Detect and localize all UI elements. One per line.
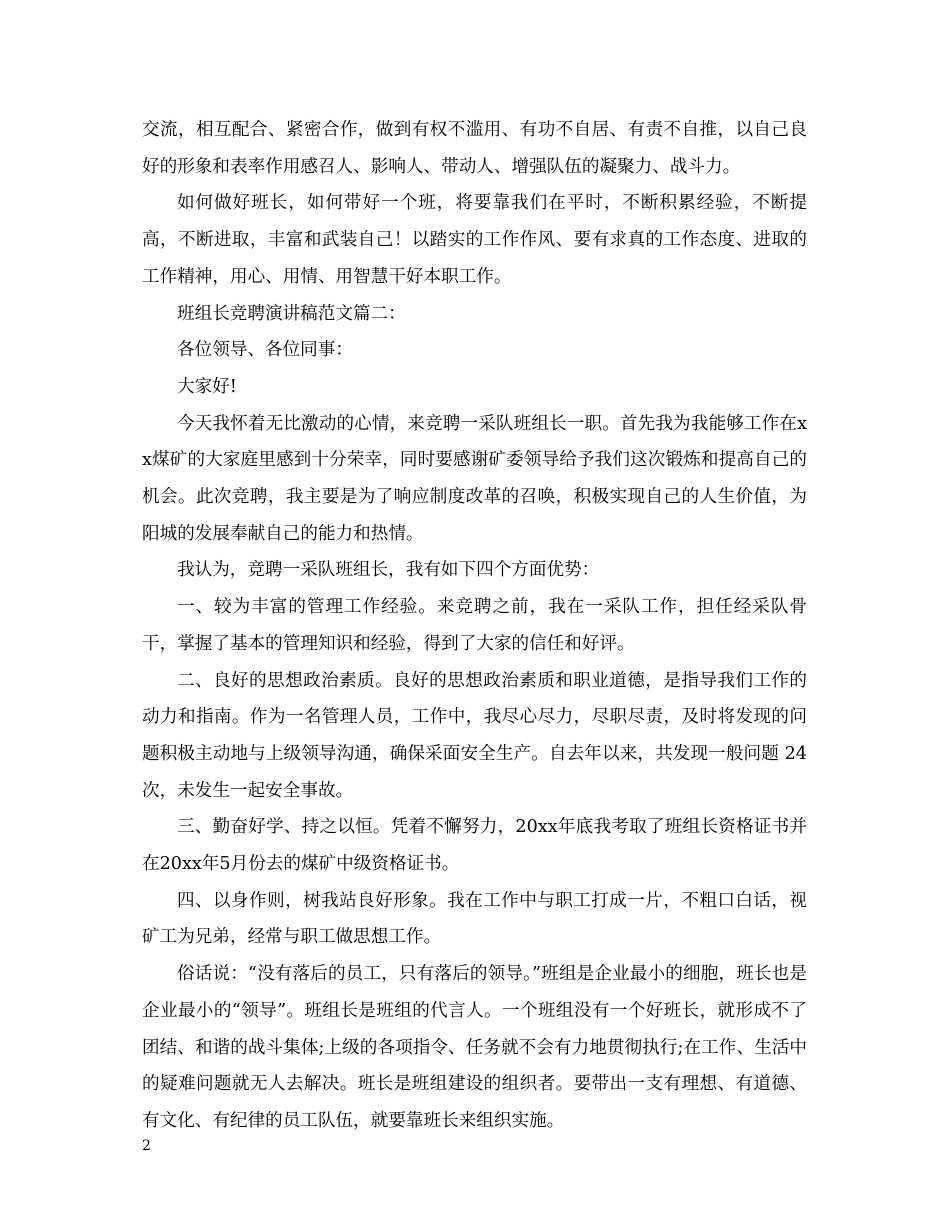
document-body [142,112,807,1140]
paragraph: 我认为，竞聘一采队班组长，我有如下四个方面优势： [177,560,600,581]
paragraph: 三、勤奋好学、持之以恒。凭着不懈努力，20xx年底我考取了班组长资格证书并在20xx年5月份去的煤矿中级资格证书。 [142,817,807,875]
paragraph: 如何做好班长，如何带好一个班，将要靠我们在平时，不断积累经验，不断提高，不断进取，丰富和武装自己！以踏实的工作作风、要有求真的工作态度、进取的工作精神，用心、用情、用智慧干好本职工作。 [142,193,807,287]
paragraph: 一、较为丰富的管理工作经验。来竞聘之前，我在一采队工作，担任经采队骨干，掌握了基本的管理知识和经验，得到了大家的信任和好评。 [142,597,807,654]
paragraph: 交流，相互配合、紧密合作，做到有权不滥用、有功不自居、有责不自推，以自己良好的形象和表率作用感召人、影响人、带动人、增强队伍的凝聚力、战斗力。 [142,120,807,177]
salutation: 各位领导、各位同事： [177,340,353,361]
page-number: 2 [142,1138,151,1154]
paragraph: 今天我怀着无比激动的心情，来竞聘一采队班组长一职。首先我为我能够工作在xx煤矿的大家庭里感到十分荣幸，同时要感谢矿委领导给予我们这次锻炼和提高自己的机会。此次竞聘，我主要是为了响应制度改革的召唤，积极实现自己的人生价值，为阳城的发展奉献自己的能力和热情。 [142,413,807,544]
paragraph: 二、良好的思想政治素质。良好的思想政治素质和职业道德，是指导我们工作的动力和指南。作为一名管理人员，工作中，我尽心尽力，尽职尽责，及时将发现的问题积极主动地与上级领导沟通，确保采面安全生产。自去年以来，共发现一般问题 24 次，未发生一起安全事故。 [142,670,807,801]
paragraph: 俗话说：“没有落后的员工，只有落后的领导。”班组是企业最小的细胞，班长也是企业最小的“领导”。班组长是班组的代言人。一个班组没有一个好班长，就形成不了团结、和谐的战斗集体;上级的各项指令、任务就不会有力地贯彻执行;在工作、生活中的疑难问题就无人去解决。班长是班组建设的组织者。要带出一支有理想、有道德、有文化、有纪律的员工队伍，就要靠班长来组织实施。 [142,964,807,1131]
paragraph: 四、以身作则，树我站良好形象。我在工作中与职工打成一片，不粗口白话，视矿工为兄弟，经常与职工做思想工作。 [142,890,807,948]
section-heading: 班组长竞聘演讲稿范文篇二： [177,303,406,324]
greeting: 大家好! [177,376,237,397]
